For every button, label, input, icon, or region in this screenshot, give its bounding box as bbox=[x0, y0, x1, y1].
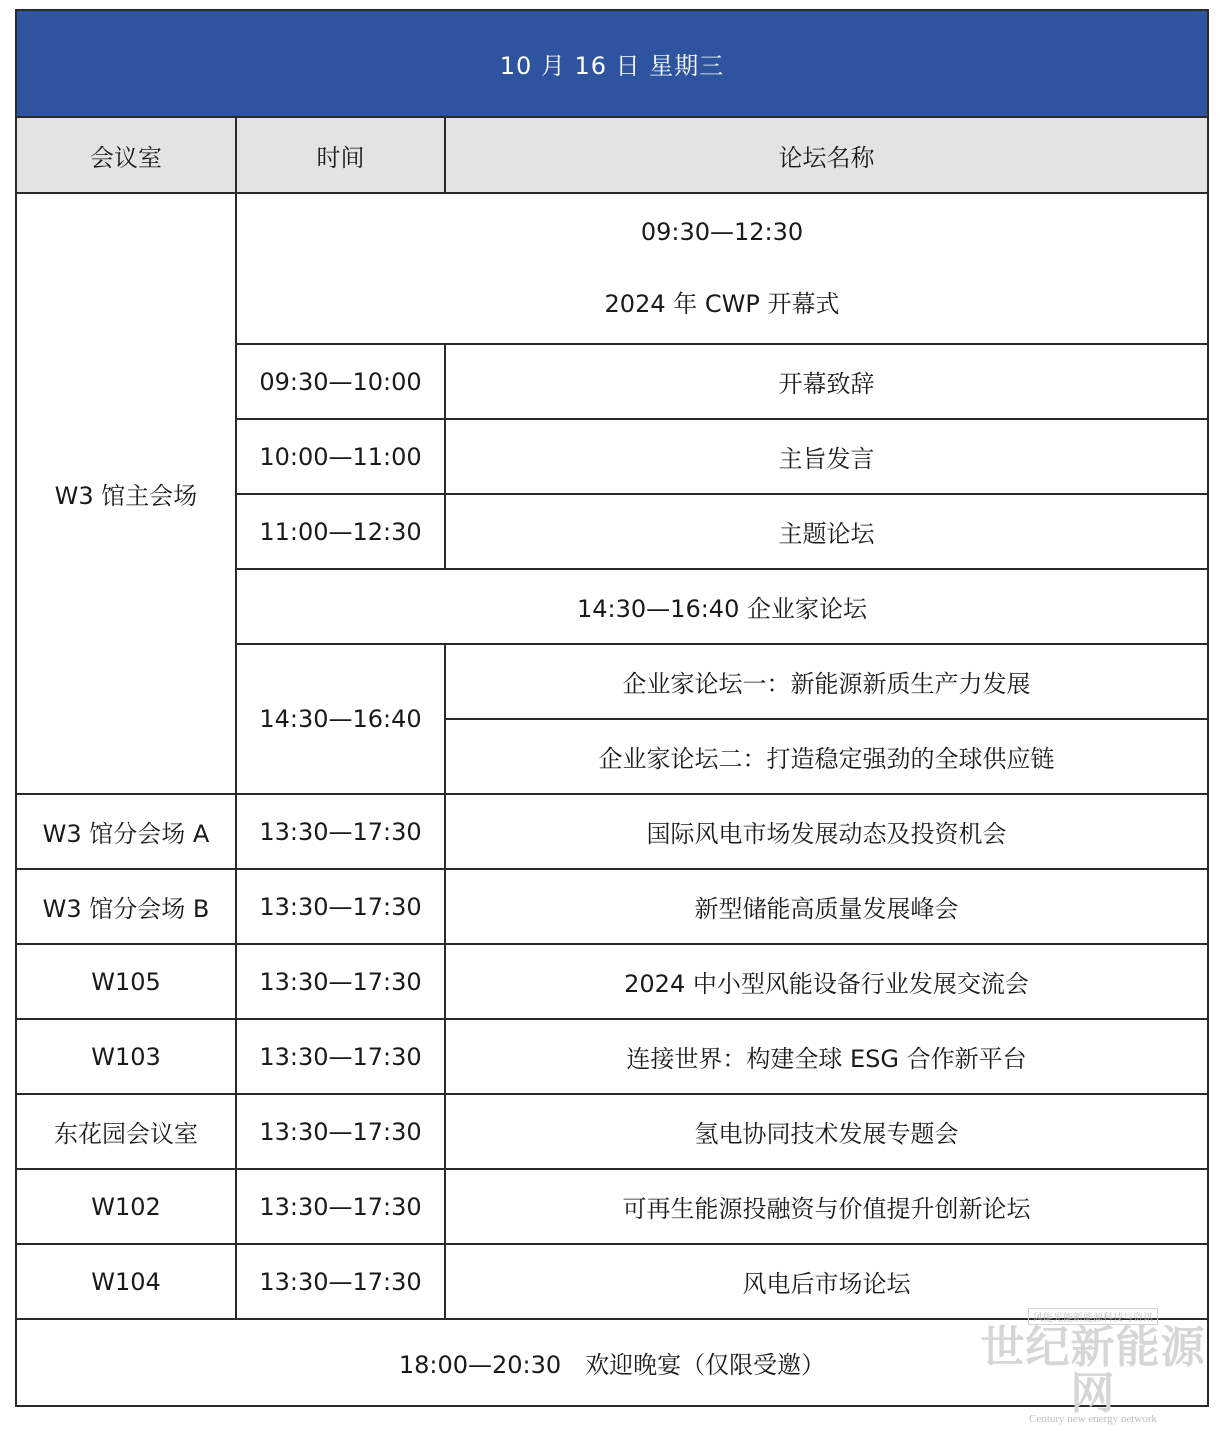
session-time: 10:00—11:00 bbox=[236, 419, 445, 494]
room-cell: W102 bbox=[16, 1169, 236, 1244]
forum-cell: 国际风电市场发展动态及投资机会 bbox=[445, 794, 1208, 869]
time-cell: 13:30—17:30 bbox=[236, 794, 445, 869]
time-cell: 13:30—17:30 bbox=[236, 1019, 445, 1094]
table-row bbox=[16, 1094, 1208, 1169]
table-row bbox=[16, 1169, 1208, 1244]
room-cell: W103 bbox=[16, 1019, 236, 1094]
time-cell: 13:30—17:30 bbox=[236, 869, 445, 944]
session-time: 11:00—12:30 bbox=[236, 494, 445, 569]
main-hall-room: W3 馆主会场 bbox=[16, 193, 236, 794]
time-cell: 13:30—17:30 bbox=[236, 944, 445, 1019]
opening-time: 09:30—12:30 bbox=[640, 218, 804, 246]
opening-name: 2024 年 CWP 开幕式 bbox=[604, 290, 840, 318]
watermark-name: 世纪新能源网 bbox=[980, 1322, 1206, 1419]
banquet-name: 欢迎晚宴（仅限受邀） bbox=[585, 1351, 826, 1379]
table-row bbox=[16, 1019, 1208, 1094]
schedule-table bbox=[15, 9, 1209, 1407]
room-cell: W104 bbox=[16, 1244, 236, 1319]
forum-cell: 新型储能高质量发展峰会 bbox=[445, 869, 1208, 944]
time-cell: 13:30—17:30 bbox=[236, 1094, 445, 1169]
date-title: 10 月 16 日 星期三 bbox=[16, 10, 1208, 117]
forum-cell: 可再生能源投融资与价值提升创新论坛 bbox=[445, 1169, 1208, 1244]
watermark-tagline: 风能光能新能源科技与资讯 bbox=[1028, 1308, 1158, 1325]
forum-cell: 氢电协同技术发展专题会 bbox=[445, 1094, 1208, 1169]
watermark-english: Century new energy network bbox=[1029, 1413, 1157, 1425]
header-time: 时间 bbox=[236, 117, 445, 193]
forum-cell: 风电后市场论坛 bbox=[445, 1244, 1208, 1319]
forum-cell: 2024 中小型风能设备行业发展交流会 bbox=[445, 944, 1208, 1019]
entrepreneur-forum-time: 14:30—16:40 bbox=[236, 644, 445, 794]
time-cell: 13:30—17:30 bbox=[236, 1169, 445, 1244]
table-row bbox=[16, 794, 1208, 869]
table-row bbox=[16, 869, 1208, 944]
session-name: 主旨发言 bbox=[445, 419, 1208, 494]
table-row bbox=[16, 1244, 1208, 1319]
entrepreneur-forum-2: 企业家论坛二：打造稳定强劲的全球供应链 bbox=[445, 719, 1208, 794]
session-name: 开幕致辞 bbox=[445, 344, 1208, 419]
time-cell: 13:30—17:30 bbox=[236, 1244, 445, 1319]
room-cell: W3 馆分会场 B bbox=[16, 869, 236, 944]
forum-cell: 连接世界：构建全球 ESG 合作新平台 bbox=[445, 1019, 1208, 1094]
room-cell: W105 bbox=[16, 944, 236, 1019]
entrepreneur-forum-header: 14:30—16:40 企业家论坛 bbox=[236, 569, 1208, 644]
session-time: 09:30—10:00 bbox=[236, 344, 445, 419]
table-row bbox=[16, 944, 1208, 1019]
room-cell: W3 馆分会场 A bbox=[16, 794, 236, 869]
banquet-time: 18:00—20:30 bbox=[398, 1351, 562, 1379]
opening-ceremony bbox=[236, 193, 1208, 344]
session-name: 主题论坛 bbox=[445, 494, 1208, 569]
room-cell: 东花园会议室 bbox=[16, 1094, 236, 1169]
header-room: 会议室 bbox=[16, 117, 236, 193]
welcome-banquet bbox=[16, 1319, 1208, 1406]
header-forum: 论坛名称 bbox=[445, 117, 1208, 193]
entrepreneur-forum-1: 企业家论坛一：新能源新质生产力发展 bbox=[445, 644, 1208, 719]
